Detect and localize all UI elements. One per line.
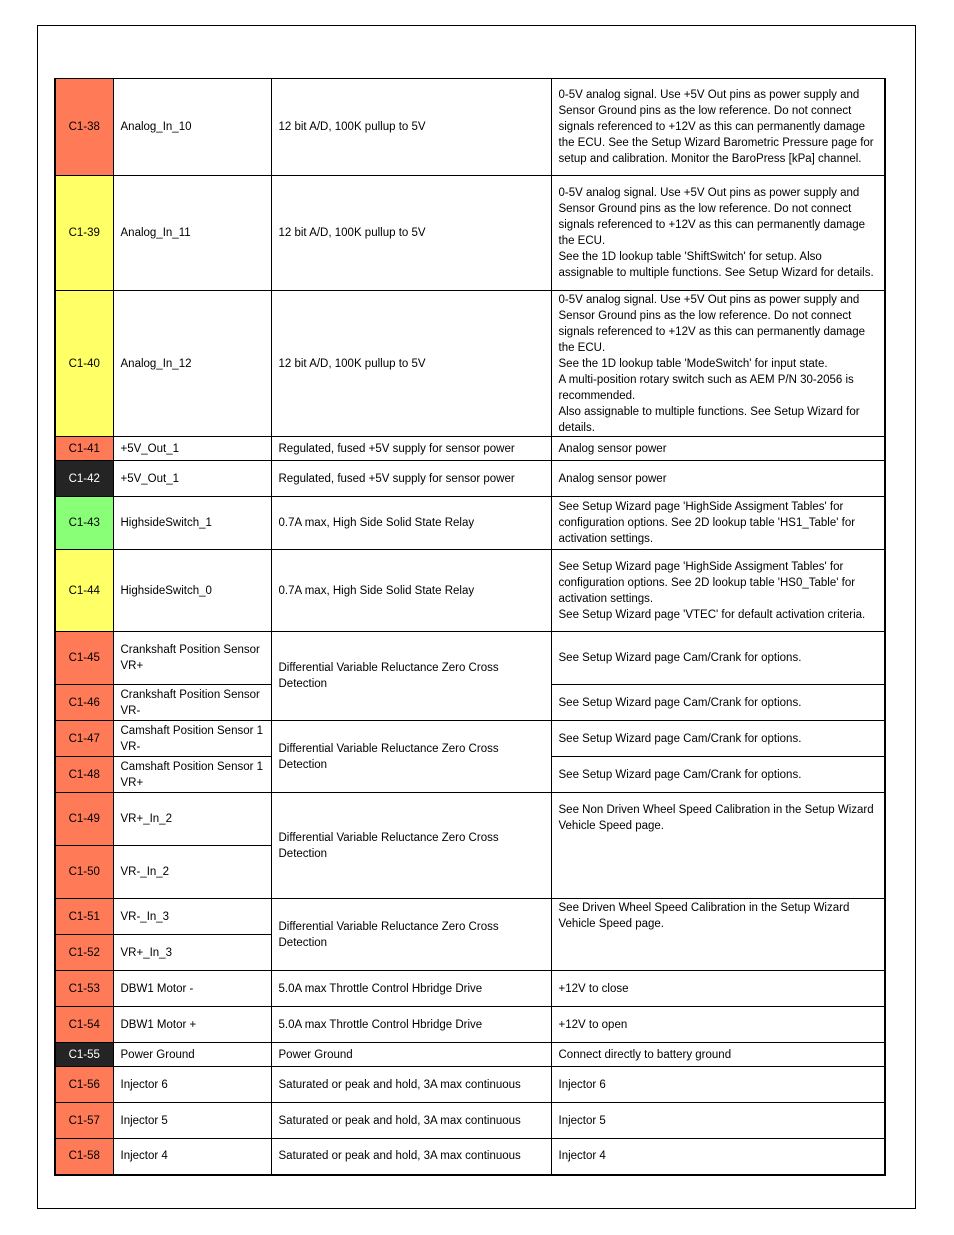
signal-name-cell: Injector 6 xyxy=(113,1067,271,1103)
table-row xyxy=(55,793,885,846)
notes-cell xyxy=(551,757,885,793)
note-line: +12V to open xyxy=(558,1018,628,1031)
signal-name-cell: Crankshaft Position Sensor VR+ xyxy=(113,632,271,685)
signal-name-cell: Analog_In_11 xyxy=(113,176,271,291)
table-row xyxy=(55,899,885,935)
pin-cell: C1-52 xyxy=(55,935,113,971)
pin-cell: C1-54 xyxy=(55,1007,113,1043)
spec-cell: Differential Variable Reluctance Zero Cross Detection xyxy=(271,632,551,721)
notes-cell xyxy=(551,1043,885,1067)
spec-cell: Differential Variable Reluctance Zero Cross Detection xyxy=(271,793,551,899)
note-line: See Setup Wizard page Cam/Crank for options. xyxy=(558,652,802,664)
signal-name-cell: VR+_In_3 xyxy=(113,935,271,971)
pinout-table xyxy=(54,78,886,1176)
note-line: See Setup Wizard page 'VTEC' for default activation criteria. xyxy=(558,608,866,621)
table-row xyxy=(55,1103,885,1139)
notes-cell xyxy=(551,291,885,437)
pin-cell: C1-46 xyxy=(55,685,113,721)
pin-cell: C1-53 xyxy=(55,971,113,1007)
pin-cell: C1-45 xyxy=(55,632,113,685)
note-line: 0-5V analog signal. Use +5V Out pins as power supply and Sensor Ground pins as the low reference. Do not connect signals referenced to +12V as this can permanently damage the ECU. xyxy=(558,187,866,247)
notes-cell xyxy=(551,550,885,632)
pin-cell: C1-41 xyxy=(55,437,113,461)
note-line: Injector 6 xyxy=(558,1078,606,1091)
signal-name-cell: Injector 4 xyxy=(113,1139,271,1175)
table-row xyxy=(55,437,885,461)
table-row xyxy=(55,176,885,291)
note-line: See Non Driven Wheel Speed Calibration in the Setup Wizard Vehicle Speed page. xyxy=(558,804,874,832)
spec-cell: 0.7A max, High Side Solid State Relay xyxy=(271,497,551,550)
spec-cell: 12 bit A/D, 100K pullup to 5V xyxy=(271,176,551,291)
note-line: See Setup Wizard page Cam/Crank for options. xyxy=(558,696,802,709)
notes-cell xyxy=(551,1067,885,1103)
spec-cell: 5.0A max Throttle Control Hbridge Drive xyxy=(271,971,551,1007)
pin-cell: C1-40 xyxy=(55,291,113,437)
signal-name-cell: Analog_In_10 xyxy=(113,79,271,176)
table-row xyxy=(55,1043,885,1067)
spec-cell: Saturated or peak and hold, 3A max continuous xyxy=(271,1139,551,1175)
signal-name-cell: Power Ground xyxy=(113,1043,271,1067)
pin-cell: C1-43 xyxy=(55,497,113,550)
pin-cell: C1-58 xyxy=(55,1139,113,1175)
signal-name-cell: +5V_Out_1 xyxy=(113,461,271,497)
signal-name-cell: VR-_In_2 xyxy=(113,846,271,899)
pin-cell: C1-57 xyxy=(55,1103,113,1139)
note-line: 0-5V analog signal. Use +5V Out pins as power supply and Sensor Ground pins as the low reference. Do not connect signals referenced to +12V as this can permanently damage the ECU. See the Setup Wizard Barometric Pressure page for setup and calibration. Monitor the BaroPress [kPa] channel. xyxy=(558,89,874,165)
table-row xyxy=(55,721,885,757)
signal-name-cell: HighsideSwitch_0 xyxy=(113,550,271,632)
spec-cell: 5.0A max Throttle Control Hbridge Drive xyxy=(271,1007,551,1043)
note-line: Connect directly to battery ground xyxy=(558,1048,732,1061)
notes-cell xyxy=(551,1007,885,1043)
pin-cell: C1-51 xyxy=(55,899,113,935)
note-line: Analog sensor power xyxy=(558,472,667,485)
notes-cell xyxy=(551,721,885,757)
note-line: See the 1D lookup table 'ShiftSwitch' for setup. Also assignable to multiple functions. See Setup Wizard for details. xyxy=(558,251,874,279)
spec-cell: 12 bit A/D, 100K pullup to 5V xyxy=(271,291,551,437)
note-line: See the 1D lookup table 'ModeSwitch' for input state. xyxy=(558,357,828,370)
signal-name-cell: Camshaft Position Sensor 1 VR+ xyxy=(113,757,271,793)
signal-name-cell: DBW1 Motor + xyxy=(113,1007,271,1043)
notes-cell xyxy=(551,793,885,899)
pin-cell: C1-42 xyxy=(55,461,113,497)
signal-name-cell: +5V_Out_1 xyxy=(113,437,271,461)
table-row xyxy=(55,971,885,1007)
spec-cell: Saturated or peak and hold, 3A max continuous xyxy=(271,1067,551,1103)
notes-cell xyxy=(551,971,885,1007)
signal-name-cell: Crankshaft Position Sensor VR- xyxy=(113,685,271,721)
table-row xyxy=(55,79,885,176)
signal-name-cell: Injector 5 xyxy=(113,1103,271,1139)
notes-cell xyxy=(551,899,885,971)
pin-cell: C1-56 xyxy=(55,1067,113,1103)
note-line: See Driven Wheel Speed Calibration in the Setup Wizard Vehicle Speed page. xyxy=(558,902,850,930)
signal-name-cell: DBW1 Motor - xyxy=(113,971,271,1007)
spec-cell: Differential Variable Reluctance Zero Cross Detection xyxy=(271,721,551,793)
notes-cell xyxy=(551,497,885,550)
pin-cell: C1-50 xyxy=(55,846,113,899)
note-line: Analog sensor power xyxy=(558,442,667,455)
notes-cell xyxy=(551,685,885,721)
notes-cell xyxy=(551,1139,885,1175)
pin-cell: C1-38 xyxy=(55,79,113,176)
note-line: See Setup Wizard page 'HighSide Assigment Tables' for configuration options. See 2D lookup table 'HS0_Table' for activation settings. xyxy=(558,560,856,605)
table-row xyxy=(55,632,885,685)
pin-cell: C1-47 xyxy=(55,721,113,757)
note-line: A multi-position rotary switch such as AEM P/N 30-2056 is recommended. xyxy=(558,373,854,402)
note-line: See Setup Wizard page Cam/Crank for options. xyxy=(558,732,802,745)
table-row xyxy=(55,1067,885,1103)
notes-cell xyxy=(551,1103,885,1139)
pin-cell: C1-39 xyxy=(55,176,113,291)
notes-cell xyxy=(551,437,885,461)
spec-cell: 0.7A max, High Side Solid State Relay xyxy=(271,550,551,632)
table-row xyxy=(55,550,885,632)
notes-cell xyxy=(551,461,885,497)
notes-cell xyxy=(551,176,885,291)
note-line: 0-5V analog signal. Use +5V Out pins as power supply and Sensor Ground pins as the low reference. Do not connect signals referenced to +12V as this can permanently damage the ECU. xyxy=(558,293,866,354)
spec-cell: Power Ground xyxy=(271,1043,551,1067)
note-line: Also assignable to multiple functions. See Setup Wizard for details. xyxy=(558,405,860,434)
note-line: See Setup Wizard page 'HighSide Assigment Tables' for configuration options. See 2D lookup table 'HS1_Table' for activation settings. xyxy=(558,501,856,545)
signal-name-cell: VR+_In_2 xyxy=(113,793,271,846)
spec-cell: Regulated, fused +5V supply for sensor power xyxy=(271,461,551,497)
pin-cell: C1-44 xyxy=(55,550,113,632)
signal-name-cell: VR-_In_3 xyxy=(113,899,271,935)
spec-cell: Regulated, fused +5V supply for sensor power xyxy=(271,437,551,461)
note-line: See Setup Wizard page Cam/Crank for options. xyxy=(558,768,802,781)
table-row xyxy=(55,1007,885,1043)
table-row xyxy=(55,1139,885,1175)
pin-cell: C1-48 xyxy=(55,757,113,793)
table-row xyxy=(55,461,885,497)
signal-name-cell: Analog_In_12 xyxy=(113,291,271,437)
note-line: Injector 4 xyxy=(558,1150,606,1163)
spec-cell: Saturated or peak and hold, 3A max continuous xyxy=(271,1103,551,1139)
note-line: +12V to close xyxy=(558,982,629,995)
signal-name-cell: Camshaft Position Sensor 1 VR- xyxy=(113,721,271,757)
notes-cell xyxy=(551,79,885,176)
pin-cell: C1-49 xyxy=(55,793,113,846)
pin-cell: C1-55 xyxy=(55,1043,113,1067)
table-row xyxy=(55,497,885,550)
signal-name-cell: HighsideSwitch_1 xyxy=(113,497,271,550)
spec-cell: 12 bit A/D, 100K pullup to 5V xyxy=(271,79,551,176)
table-row xyxy=(55,291,885,437)
spec-cell: Differential Variable Reluctance Zero Cross Detection xyxy=(271,899,551,971)
notes-cell xyxy=(551,632,885,685)
note-line: Injector 5 xyxy=(558,1114,606,1127)
